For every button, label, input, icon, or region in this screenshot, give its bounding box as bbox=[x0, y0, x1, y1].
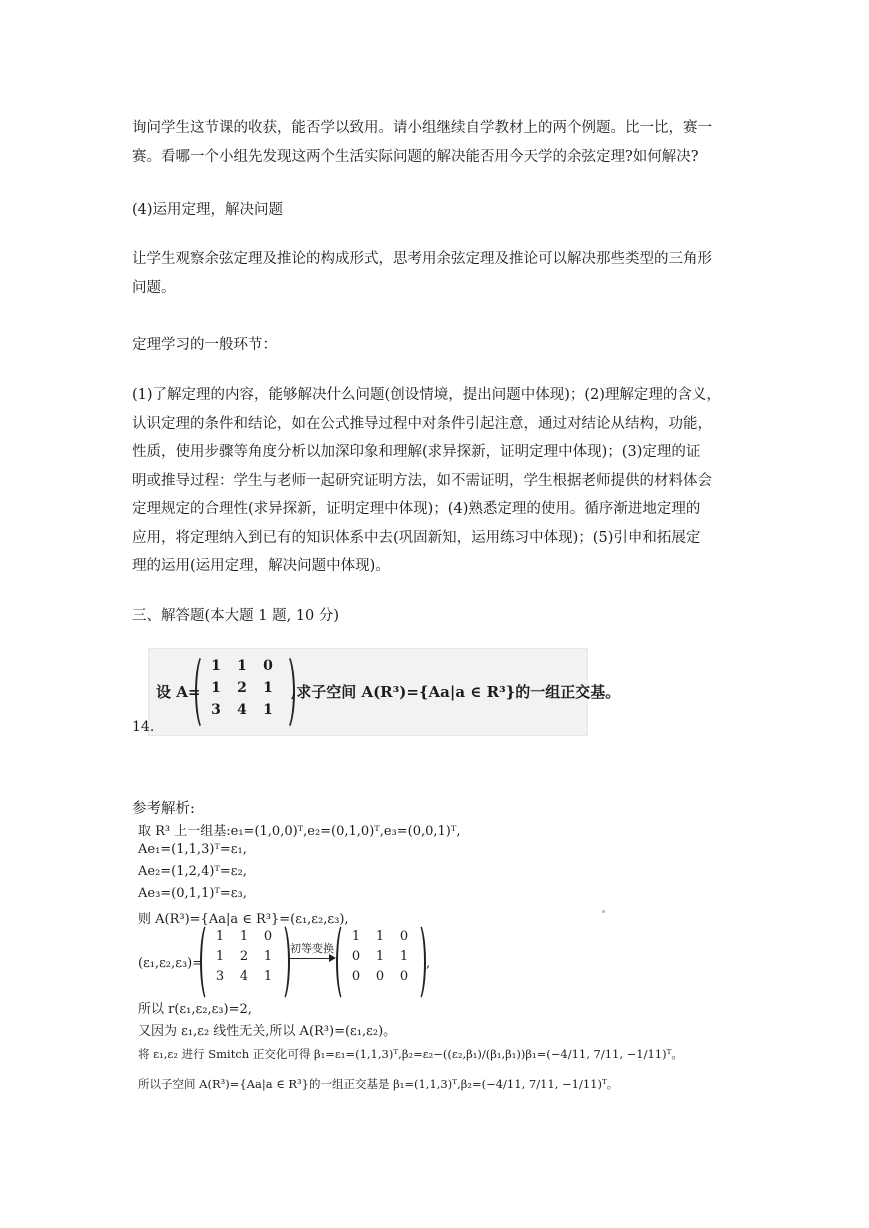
section-heading: 三、解答题(本大题 1 题, 10 分) bbox=[132, 608, 340, 624]
solution-matrix-left bbox=[208, 926, 280, 986]
text-line: 认识定理的条件和结论，如在公式推导过程中对条件引起注意，通过对结论从结构，功能， bbox=[132, 415, 712, 432]
matrix-cell: 1 bbox=[263, 948, 273, 964]
solution-line: 又因为 ε₁,ε₂ 线性无关,所以 A(R³)=(ε₁,ε₂)。 bbox=[138, 1024, 397, 1039]
matrix-cell: 1 bbox=[351, 928, 361, 944]
scan-dot bbox=[602, 910, 605, 913]
text-line: 应用，将定理纳入到已有的知识体系中去(巩固新知，运用练习中体现)；(5)引申和拓展定 bbox=[132, 529, 701, 546]
matrix-equation-end: , bbox=[426, 956, 431, 971]
matrix-cell: 0 bbox=[263, 928, 273, 944]
solution-matrix-right bbox=[344, 926, 416, 986]
arrow-line bbox=[290, 958, 330, 959]
text-line: 赛。看哪一个小组先发现这两个生活实际问题的解决能否用今天学的余弦定理?如何解决? bbox=[132, 148, 699, 165]
matrix-cell: 4 bbox=[239, 968, 249, 984]
matrix-equation-lhs: (ε₁,ε₂,ε₃)= bbox=[138, 956, 204, 971]
matrix-cell: 1 bbox=[375, 948, 385, 964]
matrix-cell: 1 bbox=[263, 680, 273, 696]
solution-line: 所以 r(ε₁,ε₂,ε₃)=2, bbox=[138, 1002, 252, 1017]
paragraph-observe bbox=[132, 245, 740, 302]
solution-line: 则 A(R³)={Aa|a ∈ R³}=(ε₁,ε₂,ε₃), bbox=[138, 912, 349, 927]
text-line: 询问学生这节课的收获，能否学以致用。请小组继续自学教材上的两个例题。比一比，赛一 bbox=[132, 120, 712, 136]
matrix-cell: 1 bbox=[375, 928, 385, 944]
matrix-cell: 4 bbox=[237, 702, 247, 718]
matrix-cell: 0 bbox=[351, 968, 361, 984]
question-number: 14. bbox=[132, 719, 155, 735]
step-4-title: (4)运用定理，解决问题 bbox=[132, 202, 284, 218]
question-matrix bbox=[203, 655, 281, 721]
solution-line: Ae₂=(1,2,4)ᵀ=ε₂, bbox=[138, 864, 247, 879]
matrix-cell: 0 bbox=[375, 968, 385, 984]
matrix-cell: 0 bbox=[263, 658, 273, 674]
text-line: 性质，使用步骤等角度分析以加深印象和理解(求异探新，证明定理中体现)；(3)定理的证 bbox=[132, 444, 701, 460]
matrix-cell: 0 bbox=[351, 948, 361, 964]
text-line: 理的运用(运用定理，解决问题中体现)。 bbox=[132, 558, 390, 574]
solution-line: Ae₃=(0,1,1)ᵀ=ε₃, bbox=[138, 886, 247, 901]
solution-label: 参考解析: bbox=[132, 801, 195, 817]
matrix-cell: 0 bbox=[399, 968, 409, 984]
matrix-cell: 3 bbox=[215, 968, 225, 984]
paragraph-summary bbox=[132, 114, 740, 171]
matrix-cell: 1 bbox=[263, 702, 273, 718]
general-steps-title: 定理学习的一般环节： bbox=[132, 337, 277, 353]
right-paren bbox=[274, 922, 290, 1002]
matrix-cell: 1 bbox=[211, 680, 221, 696]
matrix-cell: 1 bbox=[263, 968, 273, 984]
text-line: 明或推导过程：学生与老师一起研究证明方法，如不需证明，学生根据老师提供的材料体会 bbox=[132, 472, 712, 489]
matrix-cell: 1 bbox=[215, 928, 225, 944]
right-paren bbox=[410, 922, 426, 1002]
solution-image bbox=[132, 812, 683, 1104]
matrix-cell: 2 bbox=[239, 948, 249, 964]
matrix-cell: 1 bbox=[239, 928, 249, 944]
matrix-cell: 1 bbox=[237, 658, 247, 674]
matrix-cell: 1 bbox=[211, 658, 221, 674]
solution-line: 将 ε₁,ε₂ 进行 Smitch 正交化可得 β₁=ε₁=(1,1,3)ᵀ,β₂=ε₂−((ε₂,β₁)/(β₁,β₁))β₁=(−4/11, 7/11, −1/11)ᵀ。 bbox=[138, 1047, 683, 1061]
arrow-label: 初等变换 bbox=[290, 942, 334, 955]
text-line: 定理规定的合理性(求异探新，证明定理中体现)；(4)熟悉定理的使用。循序渐进地定理的 bbox=[132, 501, 701, 517]
matrix-cell: 1 bbox=[399, 948, 409, 964]
text-line: 让学生观察余弦定理及推论的构成形式，思考用余弦定理及推论可以解决那些类型的三角形 bbox=[132, 251, 712, 267]
question-suffix: ,求子空间 A(R³)={Aa|a ∈ R³}的一组正交基。 bbox=[291, 683, 621, 701]
text-line: (1)了解定理的内容，能够解决什么问题(创设情境，提出问题中体现)；(2)理解定理的含义， bbox=[132, 387, 721, 403]
solution-line: 所以子空间 A(R³)={Aa|a ∈ R³}的一组正交基是 β₁=(1,1,3)ᵀ,β₂=(−4/11, 7/11, −1/11)ᵀ。 bbox=[138, 1077, 619, 1091]
paragraph-steps bbox=[132, 381, 740, 581]
question-image bbox=[148, 648, 621, 736]
matrix-cell: 2 bbox=[237, 680, 247, 696]
question-prefix: 设 A= bbox=[156, 683, 201, 701]
solution-line: 取 R³ 上一组基:e₁=(1,0,0)ᵀ,e₂=(0,1,0)ᵀ,e₃=(0,0,1)ᵀ, bbox=[138, 824, 461, 839]
matrix-cell: 3 bbox=[211, 702, 221, 718]
solution-line: Ae₁=(1,1,3)ᵀ=ε₁, bbox=[138, 842, 247, 857]
arrow-icon bbox=[329, 954, 336, 962]
text-line: 问题。 bbox=[132, 279, 176, 296]
matrix-cell: 0 bbox=[399, 928, 409, 944]
matrix-cell: 1 bbox=[215, 948, 225, 964]
